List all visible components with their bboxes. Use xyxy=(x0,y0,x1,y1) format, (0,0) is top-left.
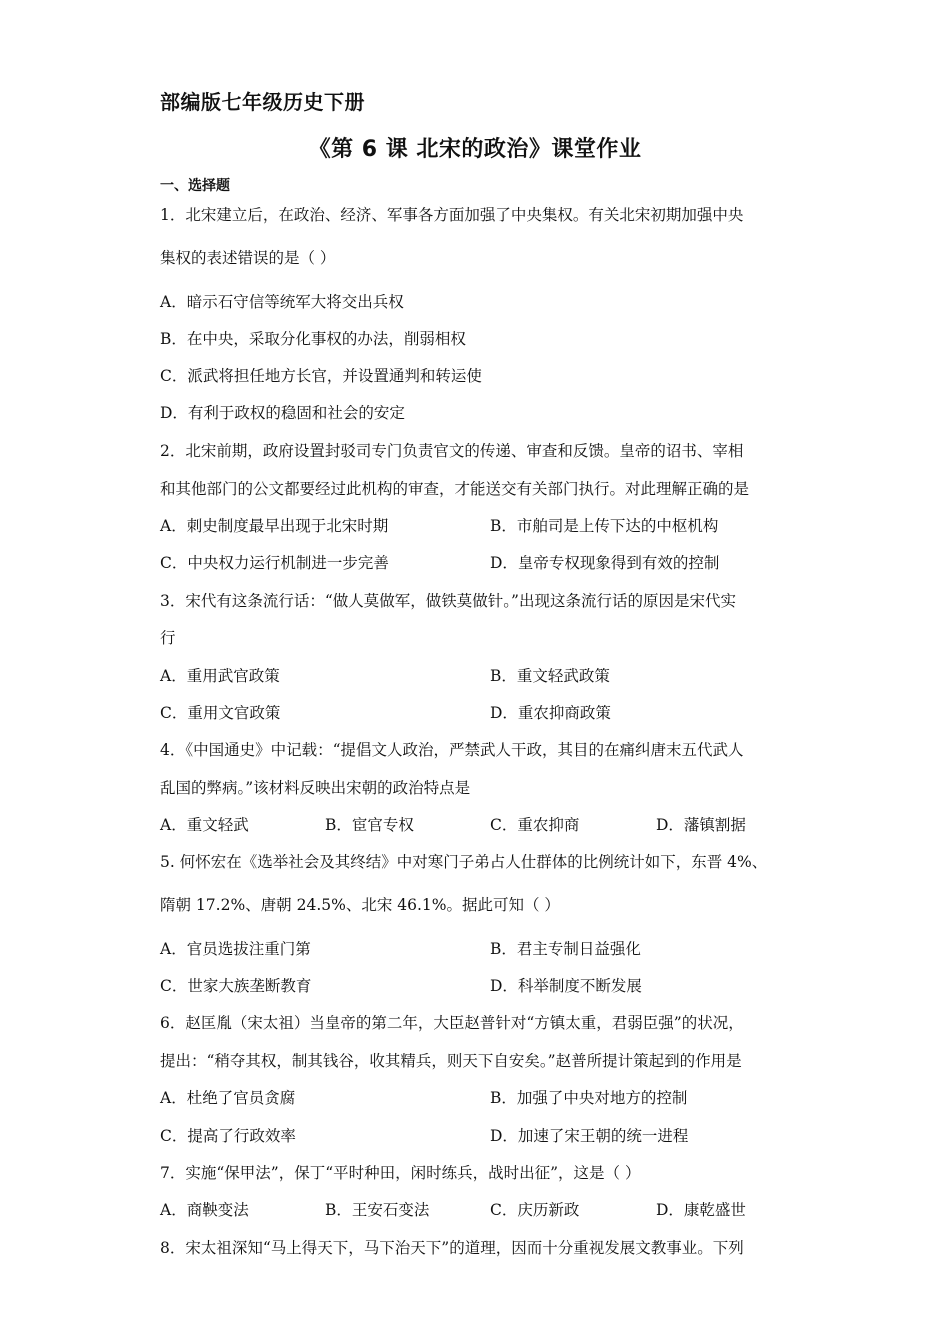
option-c: C．重农抑商 xyxy=(490,816,580,834)
option-a: A．杜绝了官员贪腐 xyxy=(160,1089,296,1107)
question-text: 3．宋代有这条流行话：“做人莫做军，做铁莫做针。”出现这条流行话的原因是宋代实 xyxy=(160,592,736,610)
question-text: 1．北宋建立后，在政治、经济、军事各方面加强了中央集权。有关北宋初期加强中央 xyxy=(160,206,744,224)
option-c: C．世家大族垄断教育 xyxy=(160,977,312,995)
question-text: 4．《中国通史》中记载：“提倡文人政治，严禁武人干政，其目的在痛纠唐末五代武人 xyxy=(160,741,744,759)
option-a: A．重用武官政策 xyxy=(160,667,280,685)
option-a: A．刺史制度最早出现于北宋时期 xyxy=(160,517,389,535)
option-c: C．提高了行政效率 xyxy=(160,1127,296,1145)
option-b: B．君主专制日益强化 xyxy=(490,940,641,958)
option-a: A．官员选拔注重门第 xyxy=(160,940,311,958)
question-text: 乱国的弊病。”该材料反映出宋朝的政治特点是 xyxy=(160,779,471,797)
option-b: B．在中央，采取分化事权的办法，削弱相权 xyxy=(160,330,466,348)
option-b: B．加强了中央对地方的控制 xyxy=(490,1089,688,1107)
book-title: 部编版七年级历史下册 xyxy=(160,90,365,114)
option-d: D．加速了宋王朝的统一进程 xyxy=(490,1127,689,1145)
option-c: C．重用文官政策 xyxy=(160,704,281,722)
option-a: A．暗示石守信等统军大将交出兵权 xyxy=(160,293,404,311)
question-text: 8．宋太祖深知“马上得天下，马下治天下”的道理，因而十分重视发展文教事业。下列 xyxy=(160,1239,744,1257)
option-d: D．重农抑商政策 xyxy=(490,704,611,722)
option-d: D．康乾盛世 xyxy=(656,1201,746,1219)
option-c: C．中央权力运行机制进一步完善 xyxy=(160,554,389,572)
option-d: D．有利于政权的稳固和社会的安定 xyxy=(160,404,405,422)
question-text: 提出：“稍夺其权，制其钱谷，收其精兵，则天下自安矣。”赵普所提计策起到的作用是 xyxy=(160,1052,742,1070)
option-a: A．商鞅变法 xyxy=(160,1201,249,1219)
option-b: B．重文轻武政策 xyxy=(490,667,610,685)
question-text: 2．北宋前期，政府设置封驳司专门负责官文的传递、审查和反馈。皇帝的诏书、宰相 xyxy=(160,442,744,460)
option-d: D．皇帝专权现象得到有效的控制 xyxy=(490,554,720,572)
option-d: D．藩镇割据 xyxy=(656,816,746,834)
option-b: B．市舶司是上传下达的中枢机构 xyxy=(490,517,719,535)
option-a: A．重文轻武 xyxy=(160,816,249,834)
section-heading: 一、选择题 xyxy=(160,178,230,194)
question-text: 7．实施“保甲法”，保丁“平时种田，闲时练兵，战时出征”，这是（ ） xyxy=(160,1164,641,1182)
question-text: 6．赵匡胤（宋太祖）当皇帝的第二年，大臣赵普针对“方镇太重，君弱臣强”的状况， xyxy=(160,1014,744,1032)
question-text: 行 xyxy=(160,629,176,647)
question-text: 和其他部门的公文都要经过此机构的审查，才能送交有关部门执行。对此理解正确的是 xyxy=(160,480,750,498)
option-d: D．科举制度不断发展 xyxy=(490,977,642,995)
lesson-title: 《第 6 课 北宋的政治》课堂作业 xyxy=(308,137,642,162)
question-text: 隋朝 17.2%、唐朝 24.5%、北宋 46.1%。据此可知（ ） xyxy=(160,896,560,914)
question-text: 5. 何怀宏在《选举社会及其终结》中对寒门子弟占人仕群体的比例统计如下，东晋 4%、 xyxy=(160,853,768,871)
question-text: 集权的表述错误的是（ ） xyxy=(160,249,336,267)
option-c: C．派武将担任地方长官，并设置通判和转运使 xyxy=(160,367,482,385)
option-b: B．宦官专权 xyxy=(325,816,414,834)
option-b: B．王安石变法 xyxy=(325,1201,430,1219)
option-c: C．庆历新政 xyxy=(490,1201,580,1219)
